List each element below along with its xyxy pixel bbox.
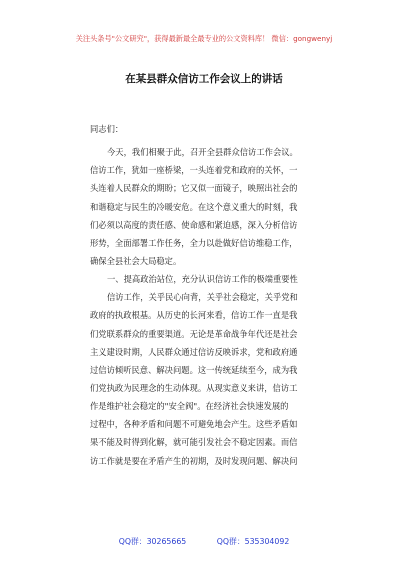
document-body <box>90 120 340 470</box>
document-title: 在某县群众信访工作会议上的讲话 <box>125 73 283 85</box>
paragraph-line: 访工作就是要在矛盾产生的初期，及时发现问题、解决问 <box>90 455 298 466</box>
paragraph-line: 作是维护社会稳定的"安全阀"。在经济社会快速发展的 <box>90 401 289 412</box>
promo-banner: 关注头条号"公文研究"，获得最新最全最专业的公文资料库！ 微信：gongwenyj <box>75 34 333 43</box>
paragraph-line: 形势，全面部署工作任务，全力以赴做好信访维稳工作， <box>90 237 298 248</box>
paragraph-line: 果不能及时得到化解，就可能引发社会不稳定因素。而信 <box>90 437 298 448</box>
paragraph-line: 们必须以高度的责任感、使命感和紧迫感，深入分析信访 <box>90 219 298 230</box>
paragraph-line: 头连着人民群众的期盼；它又似一面镜子，映照出社会的 <box>90 183 298 194</box>
paragraph-line: 们党执政为民理念的生动体现。从现实意义来讲，信访工 <box>90 382 298 393</box>
paragraph-line: 信访工作，犹如一座桥梁，一头连着党和政府的关怀，一 <box>90 165 298 176</box>
paragraph-line: 确保全县社会大局稳定。 <box>90 255 182 266</box>
paragraph-line: 们党联系群众的重要渠道。无论是革命战争年代还是社会 <box>90 328 298 339</box>
qq-group-1: QQ群：30265665 <box>118 537 187 546</box>
section-heading: 一、提高政治站位，充分认识信访工作的极端重要性 <box>107 274 298 285</box>
paragraph-line: 主义建设时期，人民群众通过信访反映诉求，党和政府通 <box>90 346 298 357</box>
qq-group-2: QQ群：535304092 <box>216 537 290 546</box>
footer-contact <box>0 536 408 547</box>
paragraph-line: 过信访倾听民意、解决问题。这一传统延续至今，成为我 <box>90 364 298 375</box>
paragraph-line: 过程中，各种矛盾和问题不可避免地会产生。这些矛盾如 <box>90 419 298 430</box>
paragraph-line: 今天，我们相聚于此，召开全县群众信访工作会议。 <box>107 147 298 158</box>
salutation: 同志们： <box>90 124 124 134</box>
paragraph-line: 信访工作，关乎民心向背，关乎社会稳定，关乎党和 <box>107 292 298 303</box>
paragraph-line: 和谐稳定与民生的冷暖安危。在这个意义重大的时刻，我 <box>90 201 298 212</box>
paragraph-line: 政府的执政根基。从历史的长河来看，信访工作一直是我 <box>90 310 298 321</box>
